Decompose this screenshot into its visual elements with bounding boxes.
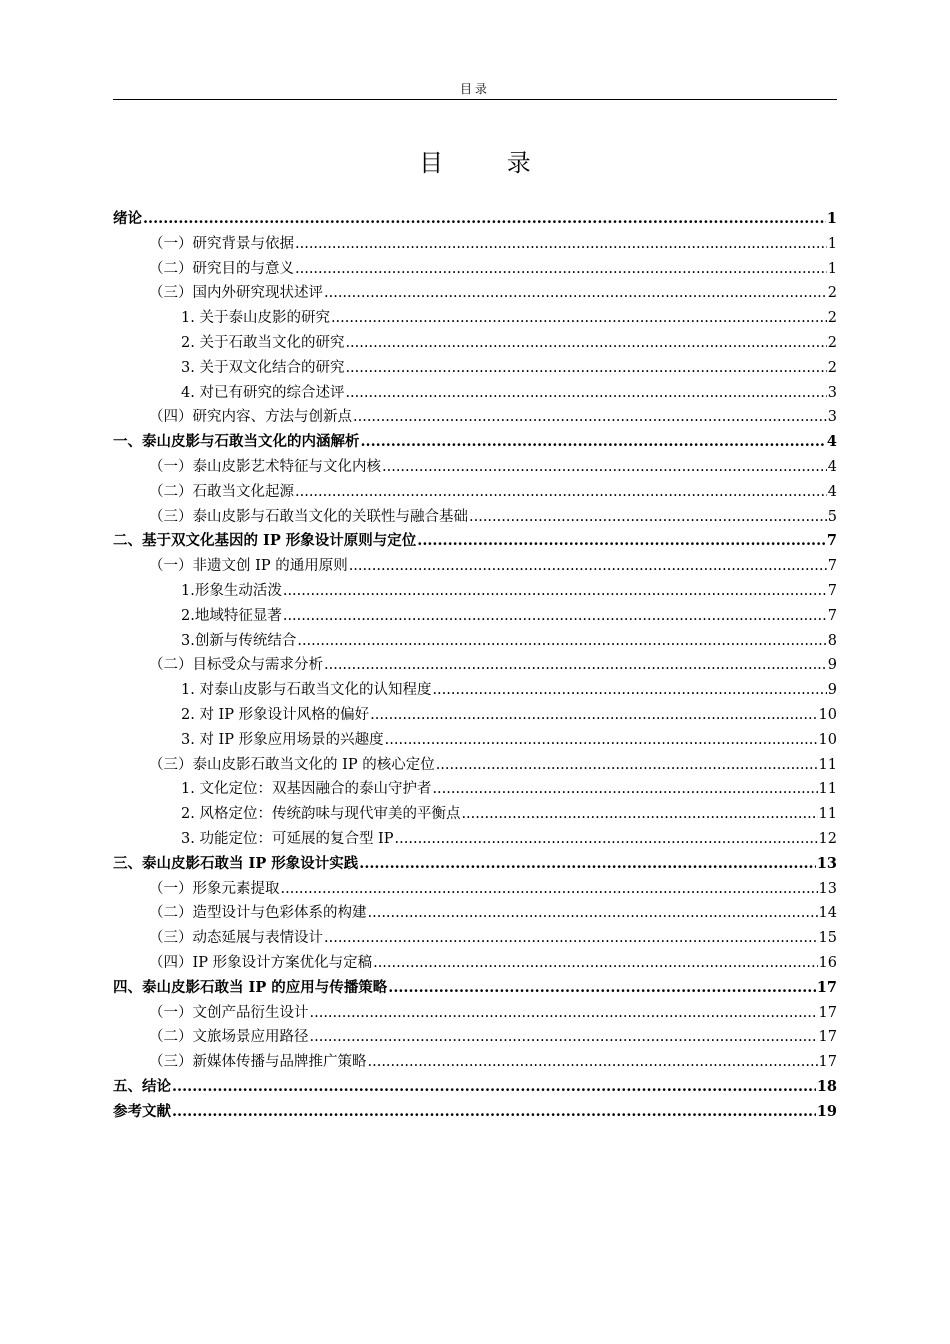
toc-entry-page-number: 5 [827,508,837,525]
toc-entry-title: 一、泰山皮影与石敢当文化的内涵解析 [113,433,360,451]
table-of-contents [113,207,837,1124]
toc-entry[interactable] [113,753,837,778]
toc-entry[interactable] [113,976,837,1001]
toc-entry-page-number: 10 [818,706,837,723]
dot-leader [388,976,816,1001]
dot-leader [345,381,826,406]
toc-entry-page-number: 1 [827,260,837,277]
toc-entry-title: 2. 对 IP 形象设计风格的偏好 [181,706,370,723]
toc-entry[interactable] [113,802,837,827]
dot-leader [368,1050,818,1075]
running-header: 目录 [113,80,837,100]
page-title: 目 录 [419,149,559,177]
toc-entry[interactable] [113,529,837,554]
toc-entry-title: （二）目标受众与需求分析 [149,657,323,674]
dot-leader [324,281,827,306]
toc-entry-title: （一）研究背景与依据 [149,235,294,252]
dot-leader [283,579,827,604]
toc-entry-title: 3. 对 IP 形象应用场景的兴趣度 [181,731,384,748]
toc-entry-title: 3. 关于双文化结合的研究 [181,359,345,376]
toc-entry-page-number: 17 [818,1054,837,1071]
dot-leader [324,926,818,951]
toc-entry-page-number: 13 [816,854,837,872]
toc-entry-page-number: 13 [818,880,837,897]
toc-entry-page-number: 2 [827,285,837,302]
toc-entry-page-number: 7 [826,532,837,550]
toc-entry[interactable] [113,554,837,579]
toc-entry-title: 2. 关于石敢当文化的研究 [181,334,345,351]
toc-entry[interactable] [113,703,837,728]
toc-entry-page-number: 11 [818,806,837,823]
dot-leader [345,356,826,381]
dot-leader [295,232,827,257]
toc-entry-title: （一）非遗文创 IP 的通用原则 [149,558,348,575]
dot-leader [310,1001,818,1026]
toc-entry-page-number: 17 [818,1004,837,1021]
toc-entry[interactable] [113,232,837,257]
toc-entry[interactable] [113,728,837,753]
toc-entry-title: 1. 关于泰山皮影的研究 [181,310,330,327]
toc-entry[interactable] [113,430,837,455]
dot-leader [345,331,826,356]
toc-entry[interactable] [113,877,837,902]
toc-entry-title: 五、结论 [113,1077,171,1095]
dot-leader [143,207,826,232]
toc-entry-page-number: 16 [818,954,837,971]
dot-leader [469,505,827,530]
toc-entry[interactable] [113,926,837,951]
toc-entry[interactable] [113,653,837,678]
toc-entry-title: （三）新媒体传播与品牌推广策略 [149,1054,367,1071]
dot-leader [353,405,827,430]
toc-entry[interactable] [113,1050,837,1075]
toc-entry[interactable] [113,356,837,381]
toc-entry-title: （三）动态延展与表情设计 [149,930,323,947]
dot-leader [436,753,818,778]
dot-leader [370,703,817,728]
toc-entry[interactable] [113,306,837,331]
toc-entry-page-number: 7 [827,582,837,599]
toc-entry-title: （二）研究目的与意义 [149,260,294,277]
toc-entry[interactable] [113,405,837,430]
toc-entry[interactable] [113,331,837,356]
toc-entry[interactable] [113,505,837,530]
toc-entry-title: （四）IP 形象设计方案优化与定稿 [149,954,373,971]
toc-entry-page-number: 19 [816,1102,837,1120]
toc-entry-page-number: 18 [816,1077,837,1095]
toc-entry-page-number: 9 [827,657,837,674]
dot-leader [172,1100,816,1125]
toc-entry-title: （三）国内外研究现状述评 [149,285,323,302]
toc-entry-title: 1. 文化定位：双基因融合的泰山守护者 [181,781,432,798]
dot-leader [368,901,818,926]
toc-entry[interactable] [113,827,837,852]
toc-entry-page-number: 3 [827,384,837,401]
toc-entry[interactable] [113,777,837,802]
dot-leader [361,430,826,455]
dot-leader [432,777,817,802]
toc-entry[interactable] [113,1001,837,1026]
toc-entry-page-number: 7 [827,558,837,575]
toc-entry-title: 3.创新与传统结合 [181,632,297,649]
dot-leader [461,802,817,827]
toc-entry-title: 1. 对泰山皮影与石敢当文化的认知程度 [181,682,432,699]
toc-entry-title: （三）泰山皮影与石敢当文化的关联性与融合基础 [149,508,468,525]
dot-leader [349,554,827,579]
toc-entry-page-number: 4 [826,433,837,451]
toc-entry-title: （一）文创产品衍生设计 [149,1004,309,1021]
dot-leader [373,951,817,976]
toc-entry-page-number: 11 [818,756,837,773]
toc-entry-page-number: 7 [827,607,837,624]
dot-leader [172,1075,816,1100]
toc-entry[interactable] [113,281,837,306]
toc-entry-title: 二、基于双文化基因的 IP 形象设计原则与定位 [113,532,417,550]
toc-entry-page-number: 2 [827,334,837,351]
toc-entry-page-number: 4 [827,458,837,475]
toc-entry[interactable] [113,1025,837,1050]
dot-leader [310,1025,818,1050]
toc-entry-page-number: 8 [827,632,837,649]
toc-entry[interactable] [113,1100,837,1125]
toc-entry[interactable] [113,678,837,703]
dot-leader [395,827,818,852]
toc-entry[interactable] [113,852,837,877]
toc-entry-title: 四、泰山皮影石敢当 IP 的应用与传播策略 [113,978,388,996]
toc-entry-page-number: 2 [827,359,837,376]
dot-leader [295,480,827,505]
toc-entry-title: （二）文旅场景应用路径 [149,1029,309,1046]
toc-entry-title: （二）石敢当文化起源 [149,483,294,500]
toc-entry[interactable] [113,579,837,604]
dot-leader [432,678,826,703]
dot-leader [297,629,826,654]
toc-entry-page-number: 10 [818,731,837,748]
toc-entry-page-number: 4 [827,483,837,500]
toc-entry-page-number: 9 [827,682,837,699]
toc-entry[interactable] [113,1075,837,1100]
toc-entry-title: 2.地域特征显著 [181,607,282,624]
toc-entry-page-number: 3 [827,409,837,426]
toc-entry[interactable] [113,257,837,282]
toc-entry-page-number: 2 [827,310,837,327]
toc-entry-title: 三、泰山皮影石敢当 IP 形象设计实践 [113,854,359,872]
toc-entry-page-number: 1 [827,235,837,252]
toc-entry[interactable] [113,951,837,976]
toc-entry-title: 绪论 [113,210,142,227]
toc-entry-title: 3. 功能定位：可延展的复合型 IP [181,830,394,847]
toc-entry[interactable] [113,455,837,480]
toc-entry-page-number: 14 [818,905,837,922]
toc-entry[interactable] [113,381,837,406]
dot-leader [281,877,818,902]
dot-leader [359,852,816,877]
dot-leader [417,529,826,554]
dot-leader [385,728,818,753]
dot-leader [295,257,827,282]
toc-entry-title: 1.形象生动活泼 [181,582,282,599]
toc-entry-title: 2. 风格定位：传统韵味与现代审美的平衡点 [181,806,461,823]
toc-entry-page-number: 11 [818,781,837,798]
toc-entry-page-number: 17 [818,1029,837,1046]
toc-entry-page-number: 1 [826,210,837,227]
toc-entry-title: （四）研究内容、方法与创新点 [149,409,352,426]
toc-entry-title: 参考文献 [113,1102,171,1120]
toc-entry-title: （一）形象元素提取 [149,880,280,897]
dot-leader [324,653,827,678]
toc-entry[interactable] [113,629,837,654]
toc-entry-title: （一）泰山皮影艺术特征与文化内核 [149,458,381,475]
toc-entry-page-number: 15 [818,930,837,947]
toc-entry-page-number: 12 [818,830,837,847]
dot-leader [283,604,827,629]
toc-entry-title: （二）造型设计与色彩体系的构建 [149,905,367,922]
toc-entry-title: （三）泰山皮影石敢当文化的 IP 的核心定位 [149,756,435,773]
dot-leader [382,455,827,480]
toc-entry[interactable] [113,480,837,505]
dot-leader [331,306,827,331]
toc-entry[interactable] [113,604,837,629]
toc-entry[interactable] [113,901,837,926]
toc-entry-title: 4. 对已有研究的综合述评 [181,384,345,401]
toc-entry-page-number: 17 [816,978,837,996]
toc-entry[interactable] [113,207,837,232]
